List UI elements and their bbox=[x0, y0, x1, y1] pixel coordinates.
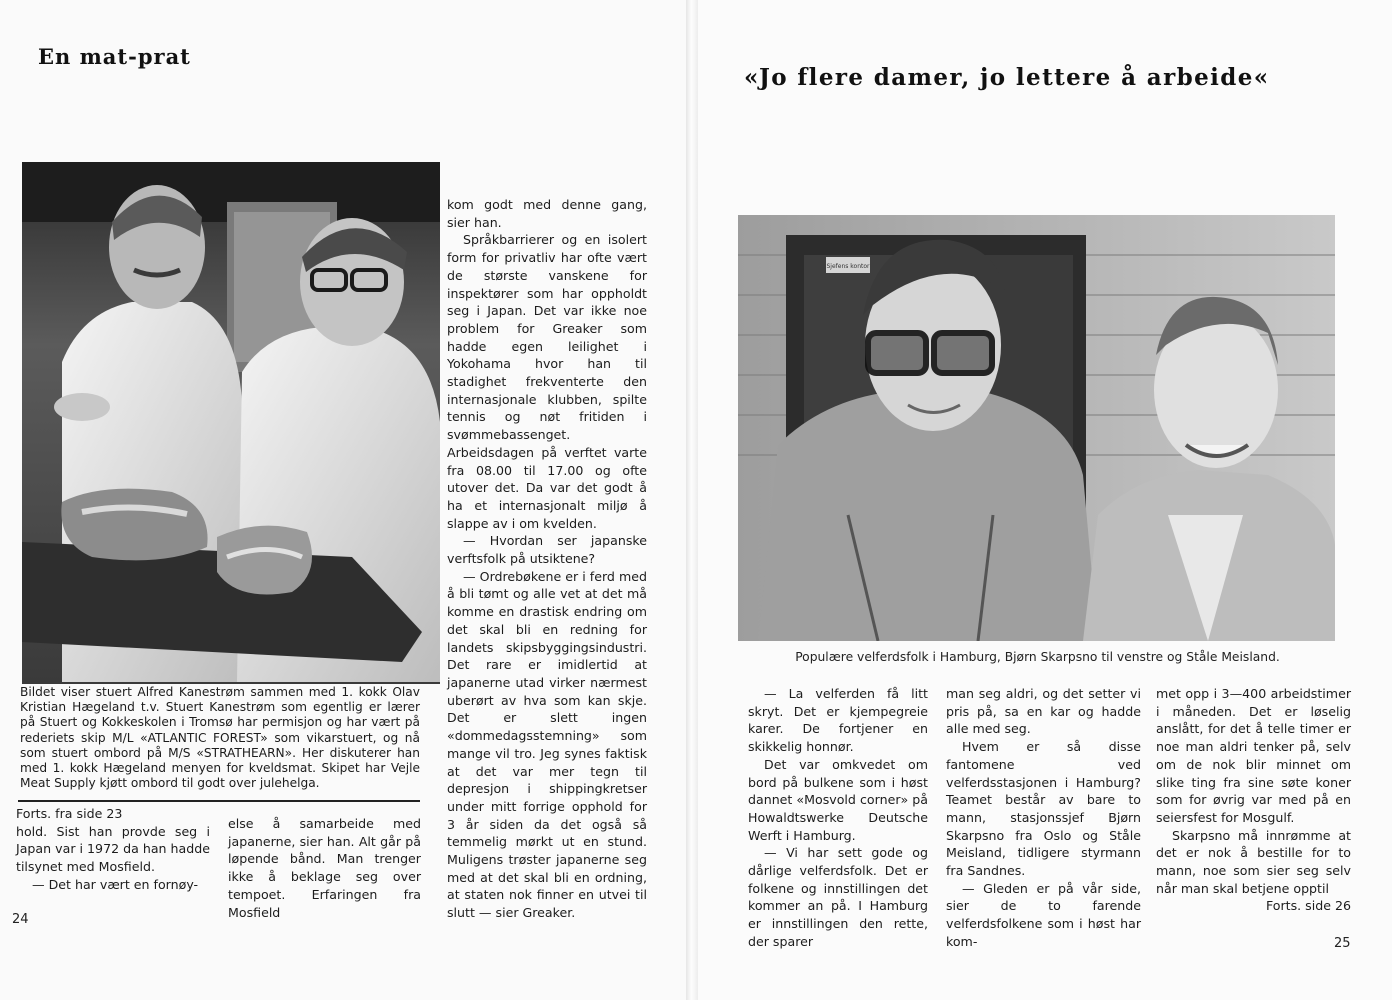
continued-column-1 bbox=[16, 805, 210, 894]
page-number-left: 24 bbox=[12, 912, 29, 927]
paragraph: Hvem er så disse fantomene ved velferdsstasjonen i Hamburg? Teamet består av bare to mann, stasjonssjef Bjørn Skarpsno fra Oslo og Ståle Meisland, tidligere styrmann fra Sandnes. bbox=[946, 739, 1141, 879]
continued-on-label: Forts. side 26 bbox=[1265, 898, 1351, 914]
photo-welfare-workers bbox=[738, 215, 1335, 641]
left-article-column bbox=[447, 196, 647, 922]
left-headline: En mat-prat bbox=[38, 44, 191, 69]
paragraph: Skarpsno må innrømme at det er nok å bestille for to mann, noe som sier seg selv når man skal betjene opptil bbox=[1156, 827, 1351, 896]
paragraph: Det var omkvedet om bord på bulkene som i høst dannet «Mosvold corner» på Howaldtswerke Deutsche Werft i Hamburg. bbox=[748, 756, 928, 843]
paragraph: — Vi har sett gode og dårlige velferdsfolk. Det er folkene og innstillingen det kommer an på. I Hamburg er innstillingen den rette, der sparer bbox=[748, 845, 928, 949]
photo-cooks bbox=[22, 162, 440, 684]
paragraph: kom godt med denne gang, sier han. bbox=[447, 197, 647, 230]
divider-rule bbox=[18, 800, 420, 802]
paragraph: — Hvordan ser japanske verftsfolk på utsiktene? bbox=[447, 533, 647, 567]
paragraph: Språkbarrierer og en isolert form for privatliv har ofte vært de største vanskene for inspektører som har oppholdt seg i Japan. Det var ikke noe problem for Greaker som hadde egen leilighet i Yokohama hvor han til stadighet frekventerte den internasjonale klubben, spilte tennis og nøt fritiden i svømmebassenget. Arbeidsdagen på verftet varte fra 08.00 til 17.00 og ofte utover det. Da var det godt å ha et internasjonalt miljø å slappe av i om kvelden. bbox=[447, 232, 647, 531]
right-article-column-2 bbox=[946, 685, 1141, 951]
paragraph: — La velferden få litt skryt. Det er kjempegreie karer. De fortjener en skikkelig honnør. bbox=[748, 686, 928, 755]
page-number-right: 25 bbox=[1334, 936, 1351, 951]
right-article-column-3 bbox=[1156, 685, 1351, 915]
continued-column-2: else å samarbeide med japanerne, sier han. Alt går på løpende bånd. Man trenger ikke å beklage seg over tempoet. Erfaringen fra Mosfield bbox=[228, 816, 421, 920]
photo-caption-left: Bildet viser stuert Alfred Kanestrøm sammen med 1. kokk Olav Kristian Hægeland t.v. Stuert Kanestrøm som egentlig er lærer på Stuert og Kokkeskolen i Tromsø har permisjon og har vært på rederiets skip M/L «ATLANTIC FOREST» som vikarstuert, og nå som stuert ombord på M/S «STRATHEARN». Her diskuterer han med 1. kokk Hægeland menyen for kveldsmat. Skipet har Vejle Meat Supply kjøtt ombord til godt over julehelga. bbox=[20, 685, 420, 791]
right-article-column-1 bbox=[748, 685, 928, 951]
photo-caption-right: Populære velferdsfolk i Hamburg, Bjørn Skarpsno til venstre og Ståle Meisland. bbox=[795, 650, 1280, 664]
paragraph: met opp i 3—400 arbeidstimer i måneden. Det er løselig anslått, for det å telle timer er noe man aldri tenker på, selv om de nok blir minnet om slike ting fra sine søte koner som for øvrig var med på en seiersfest for Mosgulf. bbox=[1156, 686, 1351, 825]
continued-from-label: Forts. fra side 23 bbox=[16, 806, 123, 821]
paragraph: — Ordrebøkene er i ferd med å bli tømt og alle vet at det må komme en drastisk endring om det skal bli en redning for landets skipsbyggingsindustri. Det rare er imidlertid at japanerne utad virker nærmest uberørt av hva som kan skje. Det er slett ingen «dommedagsstemning» som mange vil tro. Jeg synes faktisk at det var mer tegn til depresjon i shippingkretser under mitt forrige opphold for 3 år siden da det også så temmelig mørkt ut en stund. Muligens trøster japanerne seg med at det skal bli en ordning, at staten nok finner en utvei til slutt — sier Greaker. bbox=[447, 568, 647, 921]
paragraph: hold. Sist han provde seg i Japan var i 1972 da han hadde tilsynet med Mosfield. bbox=[16, 823, 210, 875]
paragraph: man seg aldri, og det setter vi pris på, sa en kar og hadde alle med seg. bbox=[946, 686, 1141, 737]
right-headline: «Jo flere damer, jo lettere å arbeide« bbox=[744, 64, 1270, 91]
photo-welfare-workers-illustration bbox=[738, 215, 1335, 641]
door-sign: Sjefens kontor bbox=[826, 263, 870, 270]
paragraph: — Det har vært en fornøy- bbox=[32, 876, 199, 892]
binding-spine bbox=[686, 0, 698, 1000]
photo-cooks-illustration bbox=[22, 162, 440, 684]
paragraph: — Gleden er på vår side, sier de to farende velferdsfolkene som i høst har kom- bbox=[946, 880, 1141, 949]
